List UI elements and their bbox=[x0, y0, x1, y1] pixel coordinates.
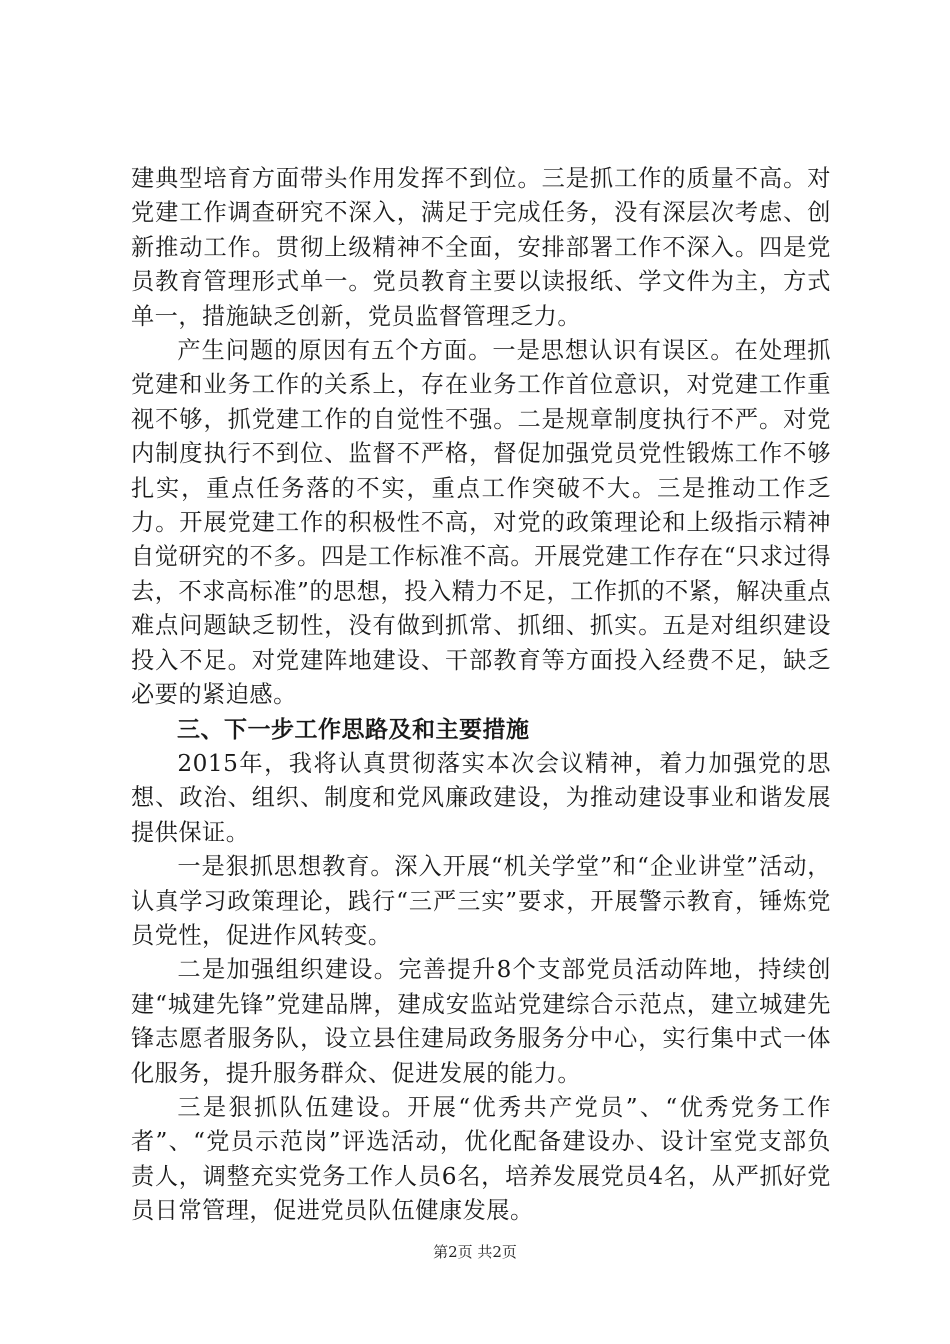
paragraph-problem-causes: 产生问题的原因有五个方面。一是思想认识有误区。在处理抓党建和业务工作的关系上，存在业务工作首位意识，对党建工作重视不够，抓党建工作的自觉性不强。二是规章制度执行不严。对党内制度执行不到位、监督不严格，督促加强党员党性锻炼工作不够扎实，重点任务落的不实，重点工作突破不大。三是推动工作乏力。开展党建工作的积极性不高，对党的政策理论和上级指示精神自觉研究的不多。四是工作标准不高。开展党建工作存在“只求过得去，不求高标准”的思想，投入精力不足，工作抓的不紧，解决重点难点问题缺乏韧性，没有做到抓常、抓细、抓实。五是对组织建设投入不足。对党建阵地建设、干部教育等方面投入经费不足，缺乏必要的紧迫感。 bbox=[131, 337, 831, 709]
page-number-footer: 第2页 共2页 bbox=[433, 1243, 517, 1261]
paragraph-measure-2: 二是加强组织建设。完善提升8个支部党员活动阵地，持续创建“城建先锋”党建品牌，建成安监站党建综合示范点，建立城建先锋志愿者服务队，设立县住建局政务服务分中心，实行集中式一体化服务，提升服务群众、促进发展的能力。 bbox=[131, 956, 831, 1087]
paragraph-2015-plan: 2015年，我将认真贯彻落实本次会议精神，着力加强党的思想、政治、组织、制度和党风廉政建设，为推动建设事业和谐发展提供保证。 bbox=[131, 749, 831, 846]
paragraph-measure-1: 一是狠抓思想教育。深入开展“机关学堂”和“企业讲堂”活动，认真学习政策理论，践行“三严三实”要求，开展警示教育，锤炼党员党性，促进作风转变。 bbox=[131, 853, 831, 949]
document-body bbox=[131, 162, 831, 1229]
paragraph-continuation: 建典型培育方面带头作用发挥不到位。三是抓工作的质量不高。对党建工作调查研究不深入，满足于完成任务，没有深层次考虑、创新推动工作。贯彻上级精神不全面，安排部署工作不深入。四是党员教育管理形式单一。党员教育主要以读报纸、学文件为主，方式单一，措施缺乏创新，党员监督管理乏力。 bbox=[131, 165, 831, 330]
section-heading: 三、下一步工作思路及和主要措施 bbox=[177, 716, 530, 743]
paragraph-measure-3: 三是狠抓队伍建设。开展“优秀共产党员”、“优秀党务工作者”、“党员示范岗”评选活动，优化配备建设办、设计室党支部负责人，调整充实党务工作人员6名，培养发展党员4名，从严抓好党员日常管理，促进党员队伍健康发展。 bbox=[131, 1093, 831, 1225]
